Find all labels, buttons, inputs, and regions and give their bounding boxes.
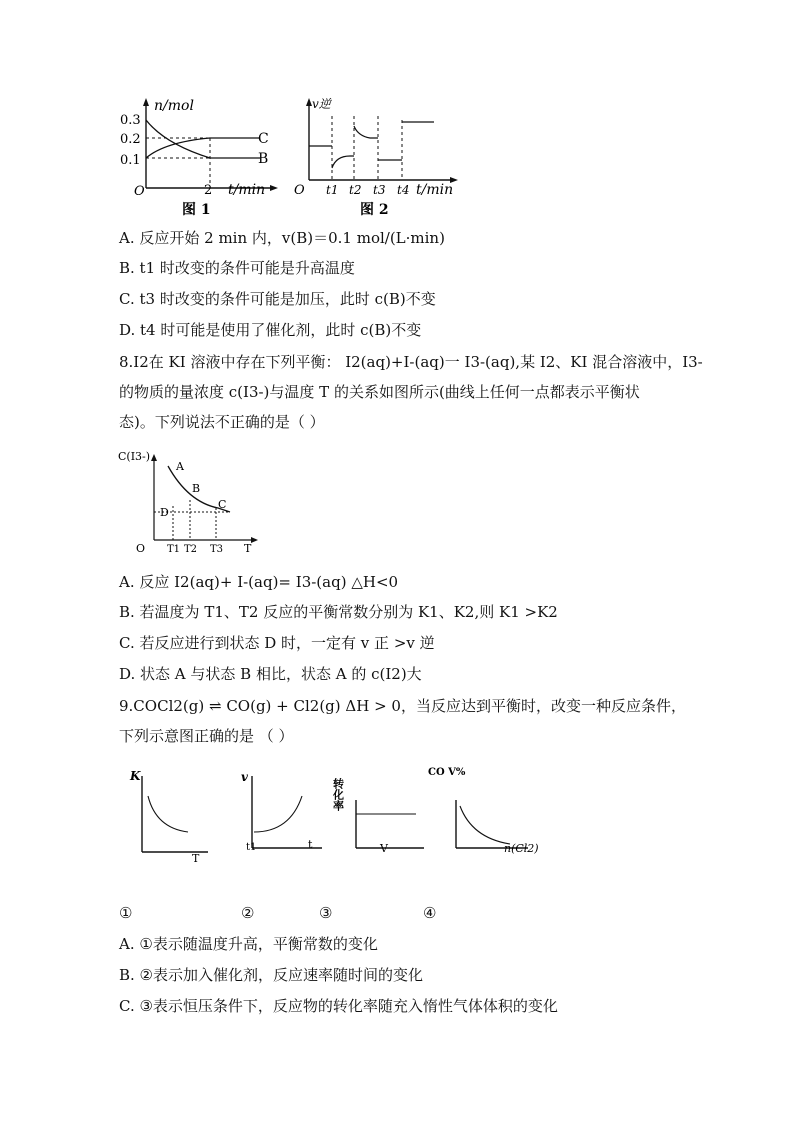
q8-xtick-t3: T3	[210, 544, 224, 555]
q8-origin: O	[136, 542, 146, 555]
q9-number-1: ①	[119, 904, 133, 922]
fig1-x-arrow	[270, 185, 278, 191]
q8-xtick-t1: T1	[167, 544, 181, 555]
q8-graph	[118, 446, 268, 558]
q8-xlabel: T	[244, 542, 252, 555]
q8-point-b: B	[192, 482, 201, 495]
fig2-ylabel: v逆	[312, 97, 331, 111]
q9-g3-xlabel: V	[380, 842, 388, 855]
fig1-label-b: B	[258, 151, 269, 167]
q9-g2-xlabel: t	[308, 838, 313, 851]
fig2-xtick-t1: t1	[326, 183, 339, 197]
q9-graph-2	[236, 768, 328, 858]
q8-option-a: A. 反应 I2(aq)+ I-(aq)= I3-(aq) △H<0	[119, 573, 399, 591]
q9-g1-xlabel: T	[192, 852, 200, 865]
q8-stem-line1: 8.I2在 KI 溶液中存在下列平衡： I2(aq)+I-(aq)一 I3-(aq),某 I2、KI 混合溶液中，I3-	[119, 353, 703, 371]
fig1-xtick-2: 2	[204, 183, 213, 198]
q8-option-d: D. 状态 A 与状态 B 相比，状态 A 的 c(I2)大	[119, 665, 422, 683]
q8-xtick-t2: T2	[184, 544, 198, 555]
fig2-origin: O	[294, 183, 305, 198]
q9-g4-ylabel: CO V%	[428, 767, 466, 778]
figure-2-graph	[292, 96, 464, 220]
q9-graph-4	[424, 764, 544, 860]
q8-stem-line3: 态)。下列说法不正确的是（ ）	[119, 413, 325, 431]
q7-option-b: B. t1 时改变的条件可能是升高温度	[119, 259, 355, 277]
fig2-xtick-t3: t3	[373, 183, 386, 197]
fig1-curve-c	[146, 138, 260, 158]
q9-g1-ylabel: K	[130, 769, 141, 783]
q9-graph-3	[331, 764, 434, 858]
fig1-ytick-02: 0.2	[120, 132, 141, 147]
q9-g4-xlabel: n(Cl2)	[504, 842, 539, 855]
q7-option-a: A. 反应开始 2 min 内，v(B)＝0.1 mol/(L·min)	[119, 229, 445, 247]
q9-graph-1	[126, 766, 216, 865]
fig1-y-arrow	[143, 98, 149, 106]
q8-stem-line2: 的物质的量浓度 c(I3-)与温度 T 的关系如图所示(曲线上任何一点都表示平衡状	[119, 383, 640, 401]
q8-point-c: C	[218, 498, 227, 511]
fig1-origin: O	[134, 184, 145, 199]
q9-g3-ylabel: 转化率	[331, 778, 345, 811]
fig2-xtick-t4: t4	[397, 183, 410, 197]
fig1-ytick-03: 0.3	[120, 113, 141, 128]
q9-option-b: B. ②表示加入催化剂，反应速率随时间的变化	[119, 966, 424, 984]
fig2-xtick-t2: t2	[349, 183, 362, 197]
q8-option-b: B. 若温度为 T1、T2 反应的平衡常数分别为 K1、K2,则 K1 >K2	[119, 603, 558, 621]
fig1-ytick-01: 0.1	[120, 153, 141, 168]
q8-point-d: D	[160, 506, 169, 519]
fig2-caption: 图 2	[360, 202, 389, 218]
fig1-ylabel: n/mol	[154, 98, 194, 114]
q9-option-c: C. ③表示恒压条件下，反应物的转化率随充入惰性气体体积的变化	[119, 997, 558, 1015]
q9-number-4: ④	[423, 904, 437, 922]
q8-point-a: A	[176, 460, 184, 473]
fig1-caption: 图 1	[182, 202, 211, 218]
figure-1-graph	[120, 96, 290, 220]
fig1-label-c: C	[258, 131, 269, 147]
q7-option-d: D. t4 时可能是使用了催化剂，此时 c(B)不变	[119, 321, 422, 339]
q9-g2-ylabel: v	[241, 770, 248, 784]
fig2-xlabel: t/min	[416, 182, 454, 198]
q9-stem-line2: 下列示意图正确的是 （ ）	[119, 727, 294, 745]
fig1-xlabel: t/min	[228, 182, 266, 198]
q9-number-3: ③	[319, 904, 333, 922]
q7-option-c: C. t3 时改变的条件可能是加压，此时 c(B)不变	[119, 290, 436, 308]
q9-number-2: ②	[241, 904, 255, 922]
q8-option-c: C. 若反应进行到状态 D 时，一定有 v 正 >v 逆	[119, 634, 435, 652]
q9-stem-line1: 9.COCl2(g) ⇌ CO(g) + Cl2(g) ΔH > 0，当反应达到平衡时，改变一种反应条件，	[119, 697, 686, 715]
q8-ylabel: C(I3-)	[118, 450, 151, 463]
q9-g2-xstart: t1	[246, 842, 257, 853]
q9-option-a: A. ①表示随温度升高，平衡常数的变化	[119, 935, 378, 953]
